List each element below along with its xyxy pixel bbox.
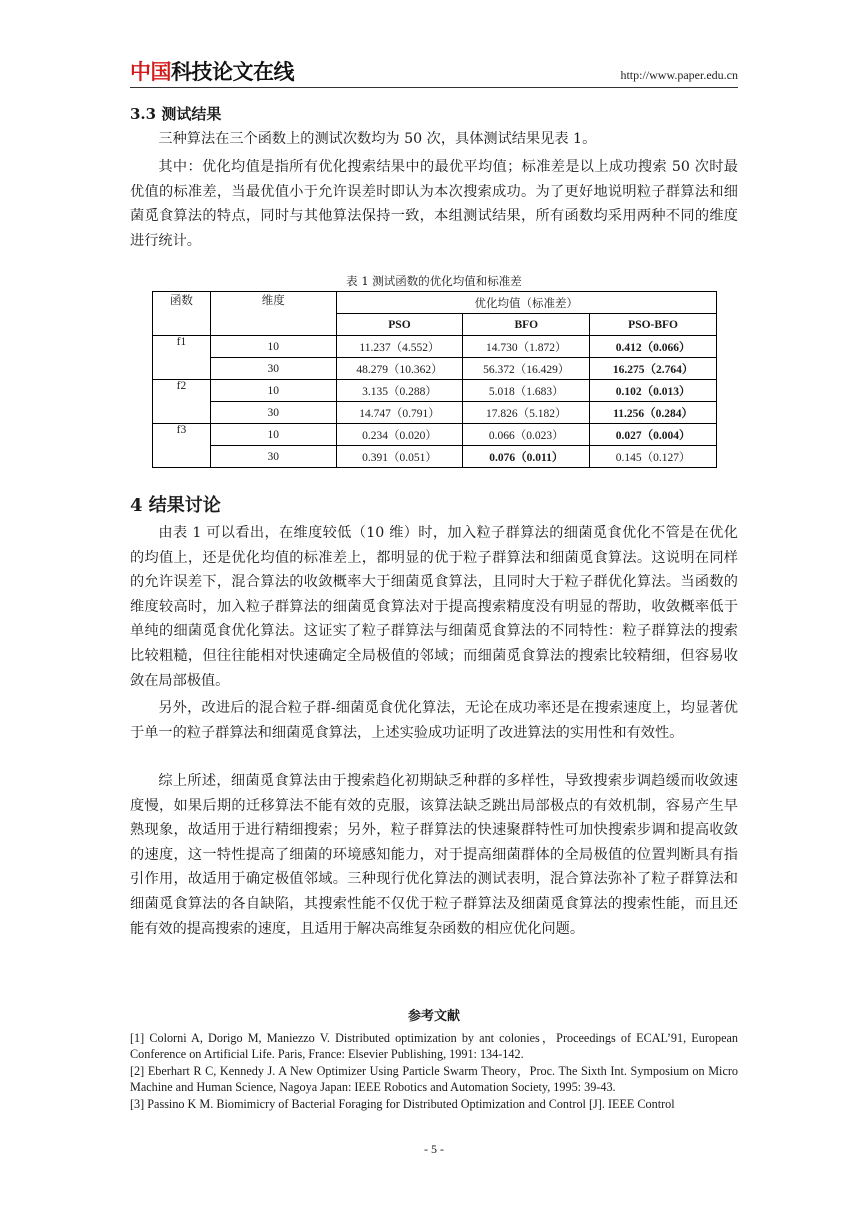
section-3-3-paragraph-2: 其中：优化均值是指所有优化搜索结果中的最优平均值；标准差是以上成功搜索 50 次时最优值的标准差，当最优值小于允许误差时即认为本次搜索成功。为了更好地说明粒子群算法和细菌觅食算法的特点，同时与其他算法保持一致，本组测试结果，所有函数均采用两种不同的维度进行统计。 — [130, 159, 738, 249]
table-row — [153, 402, 717, 424]
cell-function: f3 — [153, 424, 211, 468]
cell-pso: 0.391（0.051） — [336, 446, 463, 468]
cell-psobfo: 16.275（2.764） — [590, 358, 717, 380]
results-table — [152, 291, 717, 468]
site-logo — [130, 58, 294, 86]
cell-bfo: 5.018（1.683） — [463, 380, 590, 402]
reference-item: [1] Colorni A, Dorigo M, Maniezzo V. Distributed optimization by ant colonies，Proceedings of ECAL’91, European Conference on Artificial Life. Paris, France: Elsevier Publishing, 1991: 134-142. — [130, 1031, 738, 1061]
table-row — [153, 336, 717, 358]
section-4-heading: 4 结果讨论 — [130, 495, 221, 516]
cell-dimension: 30 — [210, 358, 336, 380]
cell-bfo: 56.372（16.429） — [463, 358, 590, 380]
table-caption: 表 1 测试函数的优化均值和标准差 — [346, 274, 522, 288]
cell-psobfo: 0.027（0.004） — [590, 424, 717, 446]
section-4-paragraph-2: 另外，改进后的混合粒子群-细菌觅食优化算法，无论在成功率还是在搜索速度上，均显著优于单一的粒子群算法和细菌觅食算法，上述实验成功证明了改进算法的实用性和有效性。 — [130, 700, 738, 741]
cell-psobfo: 11.256（0.284） — [590, 402, 717, 424]
section-3-3-paragraph-1: 三种算法在三个函数上的测试次数均为 50 次，具体测试结果见表 1。 — [158, 131, 597, 147]
cell-pso: 48.279（10.362） — [336, 358, 463, 380]
table-header-row — [153, 292, 717, 314]
table-row — [153, 424, 717, 446]
cell-bfo: 0.076（0.011） — [463, 446, 590, 468]
page-number: - 5 - — [424, 1142, 444, 1156]
table-row — [153, 358, 717, 380]
cell-function: f2 — [153, 380, 211, 424]
cell-pso: 3.135（0.288） — [336, 380, 463, 402]
references-heading: 参考文献 — [407, 1009, 460, 1024]
cell-bfo: 14.730（1.872） — [463, 336, 590, 358]
cell-pso: 11.237（4.552） — [336, 336, 463, 358]
header-group: 优化均值（标准差） — [336, 292, 716, 314]
header-dimension: 维度 — [210, 292, 336, 336]
cell-psobfo: 0.102（0.013） — [590, 380, 717, 402]
cell-dimension: 10 — [210, 380, 336, 402]
cell-dimension: 10 — [210, 336, 336, 358]
section-4-paragraph-3: 综上所述，细菌觅食算法由于搜索趋化初期缺乏种群的多样性，导致搜索步调趋缓而收敛速度慢，如果后期的迁移算法不能有效的克服，该算法缺乏跳出局部极点的有效机制，容易产生早熟现象，故适用于进行精细搜索；另外，粒子群算法的快速聚群特性可加快搜索步调和提高收敛的速度，这一特性提高了细菌的环境感知能力，对于提高细菌群体的全局极值的位置判断具有指引作用，故适用于确定极值邻域。三种现行优化算法的测试表明，混合算法弥补了粒子群算法和细菌觅食算法的各自缺陷，其搜索性能不仅优于粒子群算法及细菌觅食算法的搜索性能，而且还能有效的提高搜索的速度，且适用于解决高维复杂函数的相应优化问题。 — [130, 773, 738, 937]
cell-bfo: 17.826（5.182） — [463, 402, 590, 424]
table-row — [153, 446, 717, 468]
section-3-3-heading: 3.3 测试结果 — [130, 105, 222, 123]
table-row — [153, 380, 717, 402]
header-pso: PSO — [336, 314, 463, 336]
cell-psobfo: 0.412（0.066） — [590, 336, 717, 358]
page-header — [130, 58, 738, 86]
cell-psobfo: 0.145（0.127） — [590, 446, 717, 468]
header-divider — [130, 87, 738, 88]
header-function: 函数 — [153, 292, 211, 336]
site-url[interactable]: http://www.paper.edu.cn — [620, 68, 738, 82]
reference-item: [3] Passino K M. Biomimicry of Bacterial Foraging for Distributed Optimization and Control [J]. IEEE Control — [130, 1097, 675, 1111]
cell-dimension: 30 — [210, 402, 336, 424]
cell-dimension: 30 — [210, 446, 336, 468]
logo-red-text: 中国 — [130, 60, 171, 84]
cell-pso: 0.234（0.020） — [336, 424, 463, 446]
header-psobfo: PSO-BFO — [590, 314, 717, 336]
header-bfo: BFO — [463, 314, 590, 336]
cell-pso: 14.747（0.791） — [336, 402, 463, 424]
logo-black-text: 科技论文在线 — [171, 60, 294, 84]
cell-function: f1 — [153, 336, 211, 380]
reference-item: [2] Eberhart R C, Kennedy J. A New Optimizer Using Particle Swarm Theory，Proc. The Sixth Int. Symposium on Micro Machine and Human Science, Nagoya Japan: IEEE Robotics and Automation Society, 1995: 39-43. — [130, 1064, 738, 1094]
section-4-paragraph-1: 由表 1 可以看出，在维度较低（10 维）时，加入粒子群算法的细菌觅食优化不管是在优化的均值上，还是优化均值的标准差上，都明显的优于粒子群算法和细菌觅食算法。这说明在同样的允许误差下，混合算法的收敛概率大于细菌觅食算法，且同时大于粒子群优化算法。当函数的维度较高时，加入粒子群算法的细菌觅食算法对于提高搜索精度没有明显的帮助，收敛概率低于单纯的细菌觅食优化算法。这证实了粒子群算法与细菌觅食算法的不同特性：粒子群算法的搜索比较粗糙，但往往能相对快速确定全局极值的邻域；而细菌觅食算法的搜索比较精细，但容易收敛在局部极值。 — [130, 525, 738, 689]
cell-bfo: 0.066（0.023） — [463, 424, 590, 446]
cell-dimension: 10 — [210, 424, 336, 446]
